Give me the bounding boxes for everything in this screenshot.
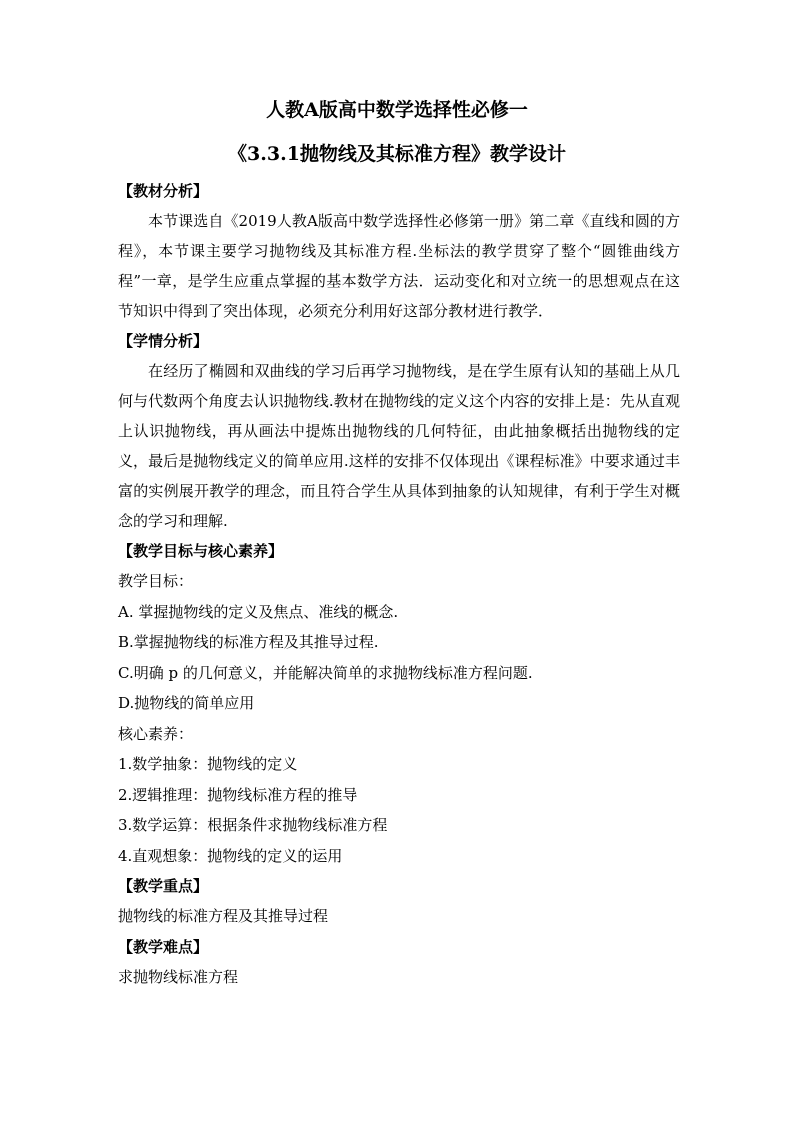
key-points-text: 抛物线的标准方程及其推导过程 <box>118 907 329 925</box>
document-title-line-2: 《3.3.1抛物线及其标准方程》教学设计 <box>228 143 566 165</box>
goal-item: A. 掌握抛物线的定义及焦点、准线的概念. <box>118 602 399 621</box>
core-literacy-label: 核心素养： <box>118 724 194 743</box>
core-literacy-item: 1.数学抽象：抛物线的定义 <box>118 755 298 773</box>
document-title-line-1: 人教A版高中数学选择性必修一 <box>266 99 528 121</box>
difficulties-text: 求抛物线标准方程 <box>118 967 239 986</box>
goal-item: C.明确 p 的几何意义，并能解决简单的求抛物线标准方程问题. <box>118 663 533 682</box>
section-heading-key-points: 【教学重点】 <box>118 877 209 895</box>
section-heading-students: 【学情分析】 <box>118 332 209 350</box>
section-heading-material: 【教材分析】 <box>118 182 209 200</box>
core-literacy-item: 3.数学运算：根据条件求抛物线标准方程 <box>118 816 388 834</box>
material-analysis-paragraph: 本节课选自《2019人教A版高中数学选择性必修第一册》第二章《直线和圆的方程》，本节课主要学习抛物线及其标准方程.坐标法的教学贯穿了整个“圆锥曲线方程”一章，是学生应重点掌握的基本数学方法．运动变化和对立统一的思想观点在这节知识中得到了突出体现，必须充分利用好这部分教材进行教学． <box>118 212 680 320</box>
core-literacy-item: 4.直观想象：抛物线的定义的运用 <box>118 846 343 865</box>
core-literacy-item: 2.逻辑推理：抛物线标准方程的推导 <box>118 785 358 804</box>
goals-label: 教学目标： <box>118 572 194 590</box>
goal-item: B.掌握抛物线的标准方程及其推导过程. <box>118 633 379 651</box>
goal-item: D.抛物线的简单应用 <box>118 694 255 712</box>
document-body <box>118 176 680 992</box>
section-heading-goals: 【教学目标与核心素养】 <box>118 542 284 560</box>
section-heading-difficulties: 【教学难点】 <box>118 937 209 956</box>
student-analysis-paragraph: 在经历了椭圆和双曲线的学习后再学习抛物线，是在学生原有认知的基础上从几何与代数两个角度去认识抛物线.教材在抛物线的定义这个内容的安排上是：先从直观上认识抛物线，再从画法中提炼出抛物线的几何特征，由此抽象概括出抛物线的定义，最后是抛物线定义的简单应用.这样的安排不仅体现出《课程标准》中要求通过丰富的实例展开教学的理念，而且符合学生从具体到抽象的认知规律，有利于学生对概念的学习和理解. <box>118 362 680 530</box>
